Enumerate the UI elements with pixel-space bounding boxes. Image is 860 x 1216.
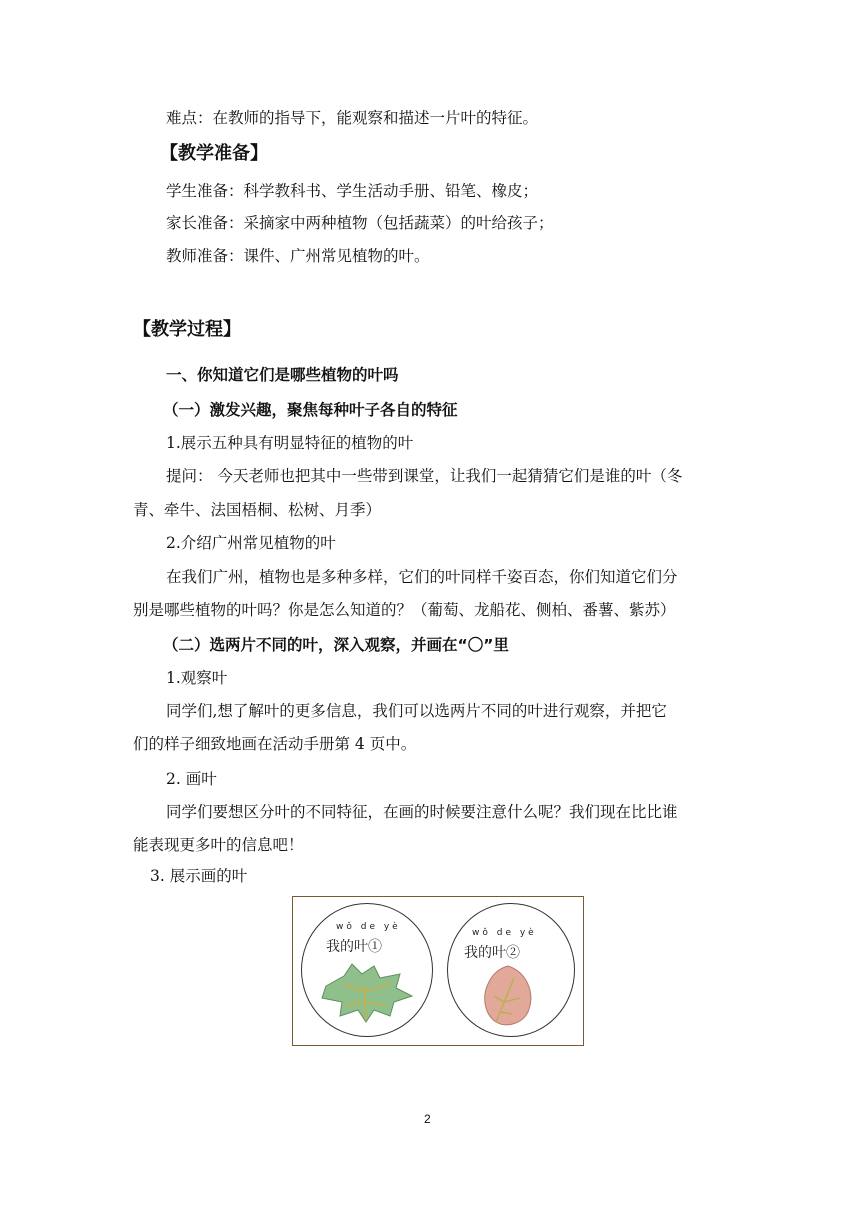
draw-item: 2. 画叶	[166, 770, 217, 788]
show-item: 3. 展示画的叶	[150, 867, 248, 885]
leaf-circle-2	[447, 903, 575, 1037]
maple-leaf-icon	[316, 962, 416, 1024]
draw-line-b: 能表现更多叶的信息吧！	[133, 836, 304, 854]
student-prep-line: 学生准备：科学教科书、学生活动手册、铅笔、橡皮；	[166, 182, 539, 200]
parent-prep-line: 家长准备：采摘家中两种植物（包括蔬菜）的叶给孩子；	[166, 214, 554, 232]
oval-leaf-icon	[478, 962, 538, 1030]
sub1-heading: （一）激发兴趣，聚焦每种叶子各自的特征	[163, 401, 458, 419]
page-number: 2	[424, 1112, 431, 1126]
leaf2-pinyin: wǒ de yè	[472, 928, 537, 938]
leaf1-pinyin: wǒ de yè	[336, 922, 401, 932]
leaf1-label: 我的叶①	[326, 939, 382, 955]
item2-line: 2.介绍广州常见植物的叶	[166, 534, 336, 552]
paragraph2-line-a: 在我们广州，植物也是多种多样，它们的叶同样千姿百态，你们知道它们分	[166, 568, 678, 586]
teacher-prep-line: 教师准备：课件、广州常见植物的叶。	[166, 247, 430, 265]
question1-line-b: 青、牵牛、法国梧桐、松树、月季）	[133, 501, 382, 519]
leaf-drawings-figure	[292, 896, 584, 1046]
leaf-circle-1	[301, 903, 433, 1037]
draw-line-a: 同学们要想区分叶的不同特征，在画的时候要注意什么呢？我们现在比比谁	[166, 803, 678, 821]
observe-line-a: 同学们,想了解叶的更多信息，我们可以选两片不同的叶进行观察，并把它	[166, 702, 667, 720]
process-heading: 【教学过程】	[133, 319, 241, 340]
observe-item: 1.观察叶	[166, 669, 228, 687]
question1-line-a: 提问： 今天老师也把其中一些带到课堂，让我们一起猜猜它们是谁的叶（冬	[166, 467, 683, 485]
paragraph2-line-b: 别是哪些植物的叶吗？你是怎么知道的？（葡萄、龙船花、侧柏、番薯、紫苏）	[133, 601, 676, 619]
section1-heading: 一、你知道它们是哪些植物的叶吗	[166, 366, 399, 384]
difficulty-line: 难点：在教师的指导下，能观察和描述一片叶的特征。	[166, 109, 539, 127]
prep-heading: 【教学准备】	[160, 143, 268, 164]
item1-line: 1.展示五种具有明显特征的植物的叶	[166, 434, 414, 452]
observe-line-b: 们的样子细致地画在活动手册第 4 页中。	[133, 735, 417, 753]
sub2-heading: （二）选两片不同的叶，深入观察，并画在“〇”里	[163, 636, 509, 654]
leaf2-label: 我的叶②	[464, 945, 520, 961]
